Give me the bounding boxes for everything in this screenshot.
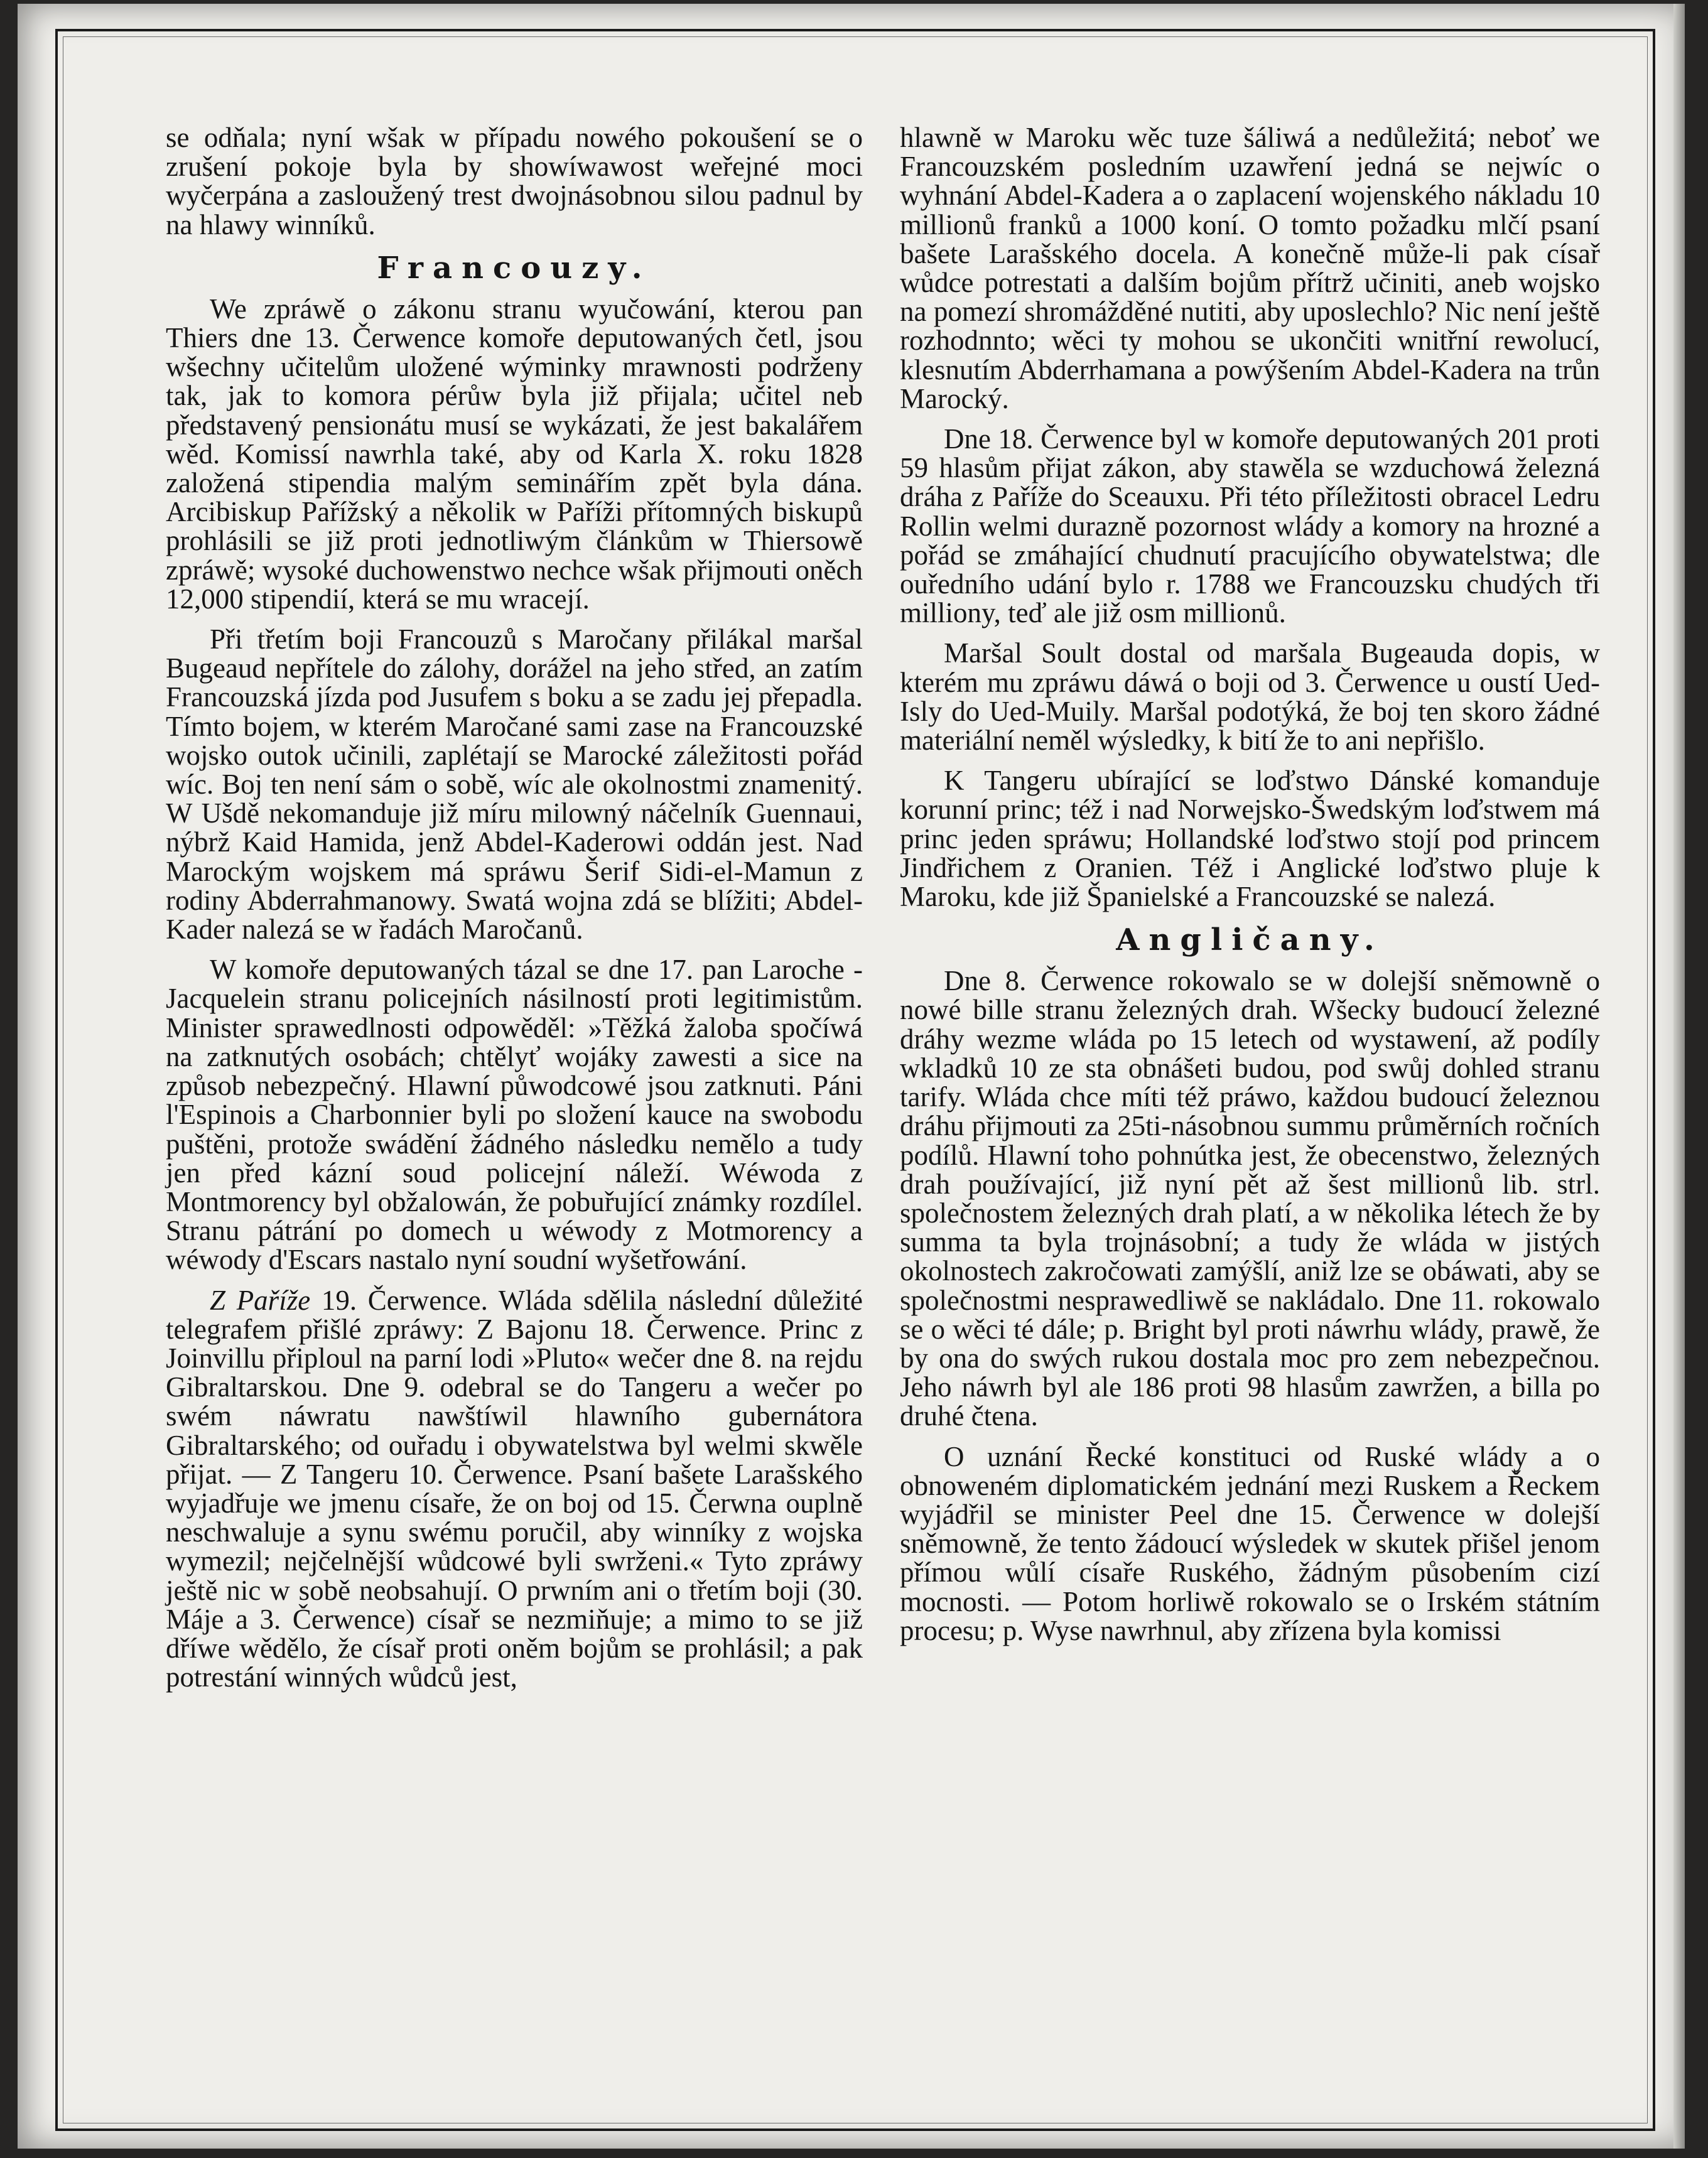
article-paragraph: Maršal Soult dostal od maršala Bugeauda dopis, w kterém mu zpráwu dáwá o boji od 3. Čerwence u oustí Ued-Isly do Ued-Muily. Maršal podotýká, že boj ten skoro žádné materiální neměl wýsledky, k bití že to ani nepřišlo. bbox=[900, 637, 1600, 757]
article-paragraph: se odňala; nyní wšak w případu nowého pokoušení se o zrušení pokoje byla by showíwawost weřejné moci wyčerpána a zasloužený trest dwojnásobnou silou padnul by na hlawy winníků. bbox=[166, 122, 863, 240]
newspaper-page bbox=[18, 4, 1685, 2149]
article-paragraph bbox=[166, 1286, 863, 1692]
section-heading-england: Angličany. bbox=[1116, 922, 1384, 958]
right-column bbox=[900, 123, 1600, 1656]
article-paragraph: Dne 18. Čerwence byl w komoře deputowaných 201 proti 59 hlasům přijat zákon, aby stawěla se wzduchowá železná dráha z Paříže do Sceauxu. Při této příležitosti obracel Ledru Rollin welmi durazně pozornost wlády a komory na hrozné a pořád se zmáhající chudnutí pracujícího obywatelstwa; dle ouředního udání bylo r. 1788 we Francouzsku chudých tři milliony, teď ale již osm millionů. bbox=[900, 423, 1600, 629]
article-paragraph: W komoře deputowaných tázal se dne 17. pan Laroche - Jacquelein stranu policejních násilností proti legitimistům. Minister sprawedlnosti odpowěděl: »Těžká žaloba spočíwá na zatknutých osobách; chtělyť wojáky zawesti a sice na způsob nebezpečný. Hlawní půwodcowé jsou zatknuti. Páni l'Espinois a Charbonnier byli po složení kauce na swobodu puštěni, protože swádění žádného následku nemělo a tudy jen před kázní soud policejní náleží. Wéwoda z Montmorency byl obžalowán, že pobuřující známky rozdílel. Stranu pátrání po domech u wéwody z Motmorency a wéwody d'Escars nastalo nyní soudní wyšetřowání. bbox=[166, 954, 863, 1276]
article-paragraph: Při třetím boji Francouzů s Maročany přilákal maršal Bugeaud nepřítele do zálohy, dorážel na jeho střed, an zatím Francouzská jízda pod Jusufem s boku a se zadu jej přepadla. Tímto bojem, w kterém Maročané sami zase na Francouzské wojsko outok učinili, zaplétají se Marocké záležitosti pořád wíc. Boj ten není sám o sobě, wíc ale okolnostmi znamenitý. W Ušdě nekomanduje již míru milowný náčelník Guennaui, nýbrž Kaid Hamida, jenž Abdel-Kaderowi oddán jest. Nad Marockým wojskem má spráwu Šerif Sidi-el-Mamun z rodiny Abderrahmanowy. Swatá wojna zdá se blížiti; Abdel-Kader nalezá se w řadách Maročanů. bbox=[166, 623, 863, 946]
dateline-place: Z Paříže bbox=[210, 1284, 311, 1316]
article-paragraph: Dne 8. Čerwence rokowalo se w dolejší sněmowně o nowé bille stranu železných drah. Wšecky budoucí železné dráhy wezme wláda po 15 letech od wystawení, až podíly wkladků 10 ze sta obnášeti budou, pod swůj dohled stranu tarify. Wláda chce míti též práwo, každou budoucí železnou dráhu přijmouti za 25ti-násobnou summu průměrních ročních podílů. Hlawní toho pohnútka jest, že obecenstwo, železných drah používající, již nyní pět až šest millionů lib. strl. společnostem železných drah platí, a w několika létech že by summa ta byla trojnásobní; a tudy že wláda w jistých okolnostech zakročowati zamýšlí, aniž lze se obáwati, aby se společnostmi nesprawedliwě se nakládalo. Dne 11. rokowalo se o wěci té dále; p. Bright byl proti náwrhu wlády, prawě, že by ona do swých rukou dostala moc pro zem nebezpečnou. Jeho náwrh byl ale 186 proti 98 hlasům zawržen, a billa po druhé čtena. bbox=[900, 965, 1600, 1432]
left-column bbox=[166, 123, 863, 1703]
article-paragraph: K Tangeru ubírající se loďstwo Dánské komanduje korunní princ; též i nad Norwejsko-Šwedským loďstwem má princ jeden spráwu; Hollandské loďstwo stojí pod princem Jindřichem z Oranien. Též i Anglické loďstwo pluje k Maroku, kde již Španielské a Francouzské se nalezá. bbox=[900, 765, 1600, 913]
page-spine-edge bbox=[1673, 4, 1685, 2149]
section-heading-france: Francouzy. bbox=[377, 250, 652, 286]
article-paragraph: hlawně w Maroku wěc tuze šáliwá a nedůležitá; neboť we Francouzském posledním uzawření jedná se nejwíc o wyhnání Abdel-Kadera a o zaplacení wojenského nákladu 10 millionů franků a 1000 koní. O tomto požadku mlčí psaní bašete Larašského docela. A konečně může-li pak císař wůdce potrestati a dalším bojům přítrž učiniti, aneb wojsko na pomezí shromážděné nutiti, aby uposlechlo? Nic není ještě rozhodnnto; wěci ty mohou se ukončiti wnitřní rewolucí, klesnutím Abderrhamana a powýšením Abdel-Kadera na trůn Marocký. bbox=[900, 122, 1600, 414]
article-paragraph-text: 19. Čerwence. Wláda sdělila následní důležité telegrafem přišlé zpráwy: Z Bajonu 18. Čerwence. Princ z Joinvillu připloul na parní lodi »Pluto« wečer dne 8. na rejdu Gibraltarskou. Dne 9. odebral se do Tangeru a wečer po swém náwratu nawštíwil hlawního gubernátora Gibraltarského; od ouřadu i obywatelstwa byl welmi skwěle přijat. — Z Tangeru 10. Čerwence. Psaní bašete Larašského wyjadřuje we jmenu císaře, že on boj od 15. Čerwna ouplně neschwaluje a synu swému poručil, aby winníky z wojska wymezil; nejčelnější wůdcowé byli swrženi.« Tyto zpráwy ještě nic w sobě neobsahují. O prwním ani o třetím boji (30. Máje a 3. Čerwence) císař se nezmiňuje; a mimo to se již dříwe wědělo, že císař proti oněm bojům se prohlásil; a pak potrestání winných wůdců jest, bbox=[166, 1284, 863, 1693]
article-paragraph: We zpráwě o zákonu stranu wyučowání, kterou pan Thiers dne 13. Čerwence komoře deputowaných četl, jsou wšechny učitelům uložené wýminky mrawnosti podrženy tak, jak to komora pérůw byla již přijala; učitel neb představený pensionátu musí se wykázati, že jest bakalářem wěd. Komissí nawrhla také, aby od Karla X. roku 1828 založená stipendia malým seminářím zpět byla dána. Arcibiskup Pařížský a několik w Paříži přítomných biskupů prohlásili se již proti jednotliwým článkům w Thiersowě zpráwě; wysoké duchowenstwo nechce wšak přijmouti oněch 12,000 stipendií, která se mu wracejí. bbox=[166, 293, 863, 615]
article-paragraph: O uznání Řecké konstituci od Ruské wlády a o obnoweném diplomatickém jednání mezi Ruskem a Řeckem wyjádřil se minister Peel dne 15. Čerwence w dolejší sněmowně, že tento žádoucí wýsledek w skutek přišel jenom přímou wůlí císaře Ruského, žádným působením cizí mocnosti. — Potom horliwě rokowalo se o Irském státním procesu; p. Wyse nawrhnul, aby zřízena byla komissi bbox=[900, 1440, 1600, 1646]
